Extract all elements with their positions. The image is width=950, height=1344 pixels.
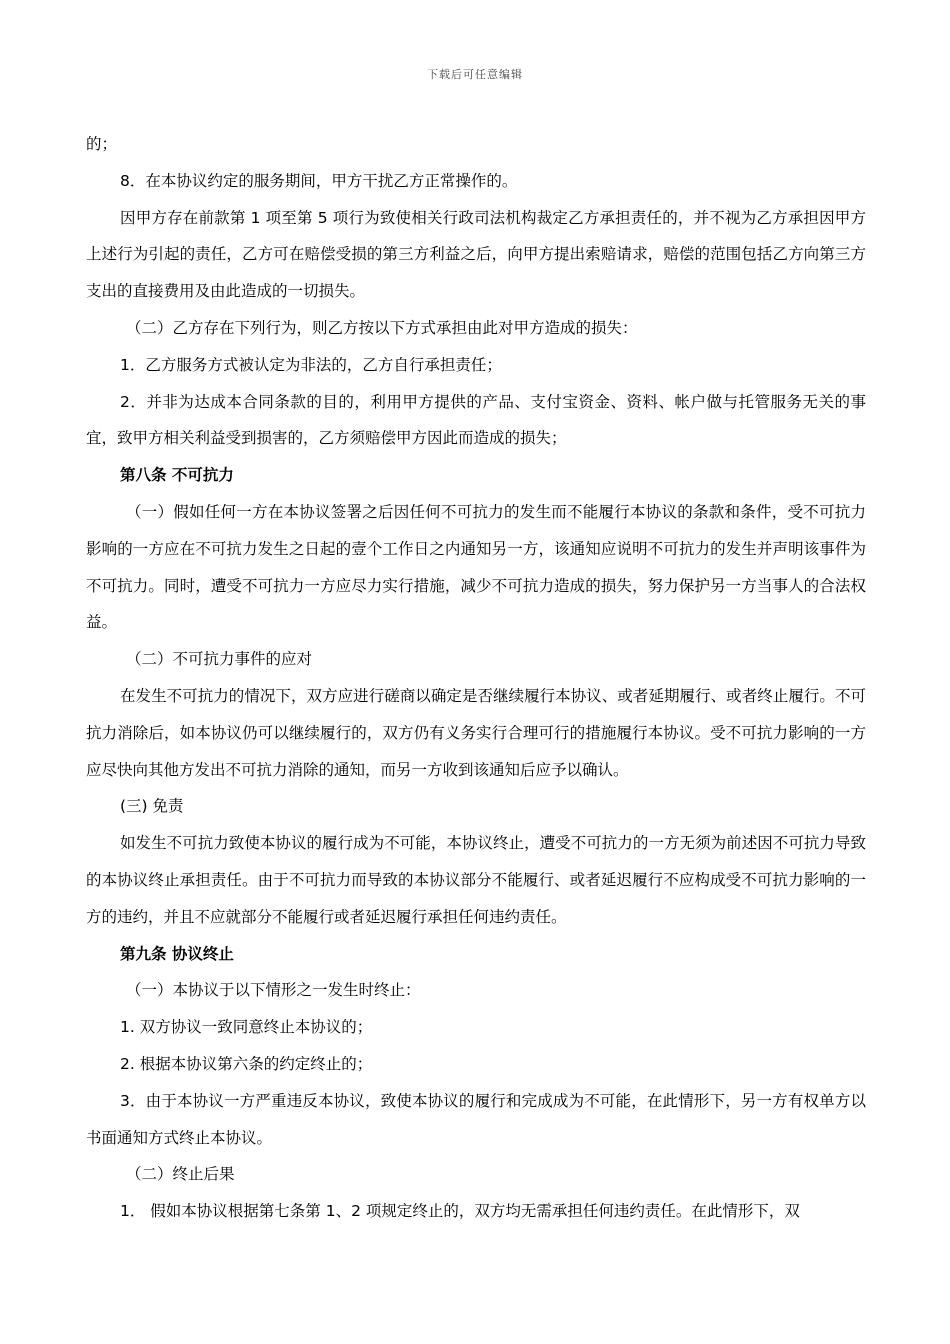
paragraph-16: 2. 根据本协议第六条的约定终止的； [120,1054,373,1073]
paragraph-9: （二）不可抗力事件的应对 [126,650,313,669]
paragraph-11: (三) 免责 [120,797,184,816]
paragraph-19: 1． 假如本协议根据第七条第 1、2 项规定终止的，双方均无需承担任何违约责任。在此情形下，双 [120,1202,800,1221]
article-9-heading: 第九条 协议终止 [120,944,234,963]
document-body [86,126,866,1230]
paragraph-15: 1. 双方协议一致同意终止本协议的； [120,1018,373,1037]
paragraph-5: 1．乙方服务方式被认定为非法的，乙方自行承担责任； [120,355,502,374]
paragraph-1: 的； [86,135,118,153]
paragraph-4: （二）乙方存在下列行为，则乙方按以下方式承担由此对甲方造成的损失： [126,318,638,337]
paragraph-3: 因甲方存在前款第 1 项至第 5 项行为致使相关行政司法机构裁定乙方承担责任的，并不视为乙方承担因甲方上述行为引起的责任，乙方可在赔偿受损的第三方利益之后，向甲方提出索赔请求，赔偿的范围包括乙方向第三方支出的直接费用及由此造成的一切损失。 [86,208,866,301]
paragraph-10: 在发生不可抗力的情况下，双方应进行磋商以确定是否继续履行本协议、或者延期履行、或者终止履行。不可抗力消除后，如本协议仍可以继续履行的，双方仍有义务实行合理可行的措施履行本协议。受不可抗力影响的一方应尽快向其他方发出不可抗力消除的通知，而另一方收到该通知后应予以确认。 [86,686,866,779]
paragraph-12: 如发生不可抗力致使本协议的履行成为不可能，本协议终止，遭受不可抗力的一方无须为前述因不可抗力导致的本协议终止承担责任。由于不可抗力而导致的本协议部分不能履行、或者延迟履行不应构成受不可抗力影响的一方的违约，并且不应就部分不能履行或者延迟履行承担任何违约责任。 [86,834,866,926]
paragraph-18: （二）终止后果 [126,1165,235,1184]
article-8-heading: 第八条 不可抗力 [120,466,234,485]
paragraph-6: 2．并非为达成本合同条款的目的，利用甲方提供的产品、支付宝资金、资料、帐户做与托管服务无关的事宜，致甲方相关利益受到损害的，乙方须赔偿甲方因此而造成的损失； [86,392,866,448]
paragraph-17: 3．由于本协议一方严重违反本协议，致使本协议的履行和完成成为不可能，在此情形下，另一方有权单方以书面通知方式终止本协议。 [86,1091,866,1147]
paragraph-8: （一）假如任何一方在本协议签署之后因任何不可抗力的发生而不能履行本协议的条款和条件，受不可抗力影响的一方应在不可抗力发生之日起的壹个工作日之内通知另一方，该通知应说明不可抗力的发生并声明该事件为不可抗力。同时，遭受不可抗力一方应尽力实行措施，减少不可抗力造成的损失，努力保护另一方当事人的合法权益。 [86,502,866,632]
paragraph-14: （一）本协议于以下情形之一发生时终止： [126,981,421,1000]
page-header: 下载后可任意编辑 [427,68,523,81]
paragraph-2: 8．在本协议约定的服务期间，甲方干扰乙方正常操作的。 [120,171,518,190]
